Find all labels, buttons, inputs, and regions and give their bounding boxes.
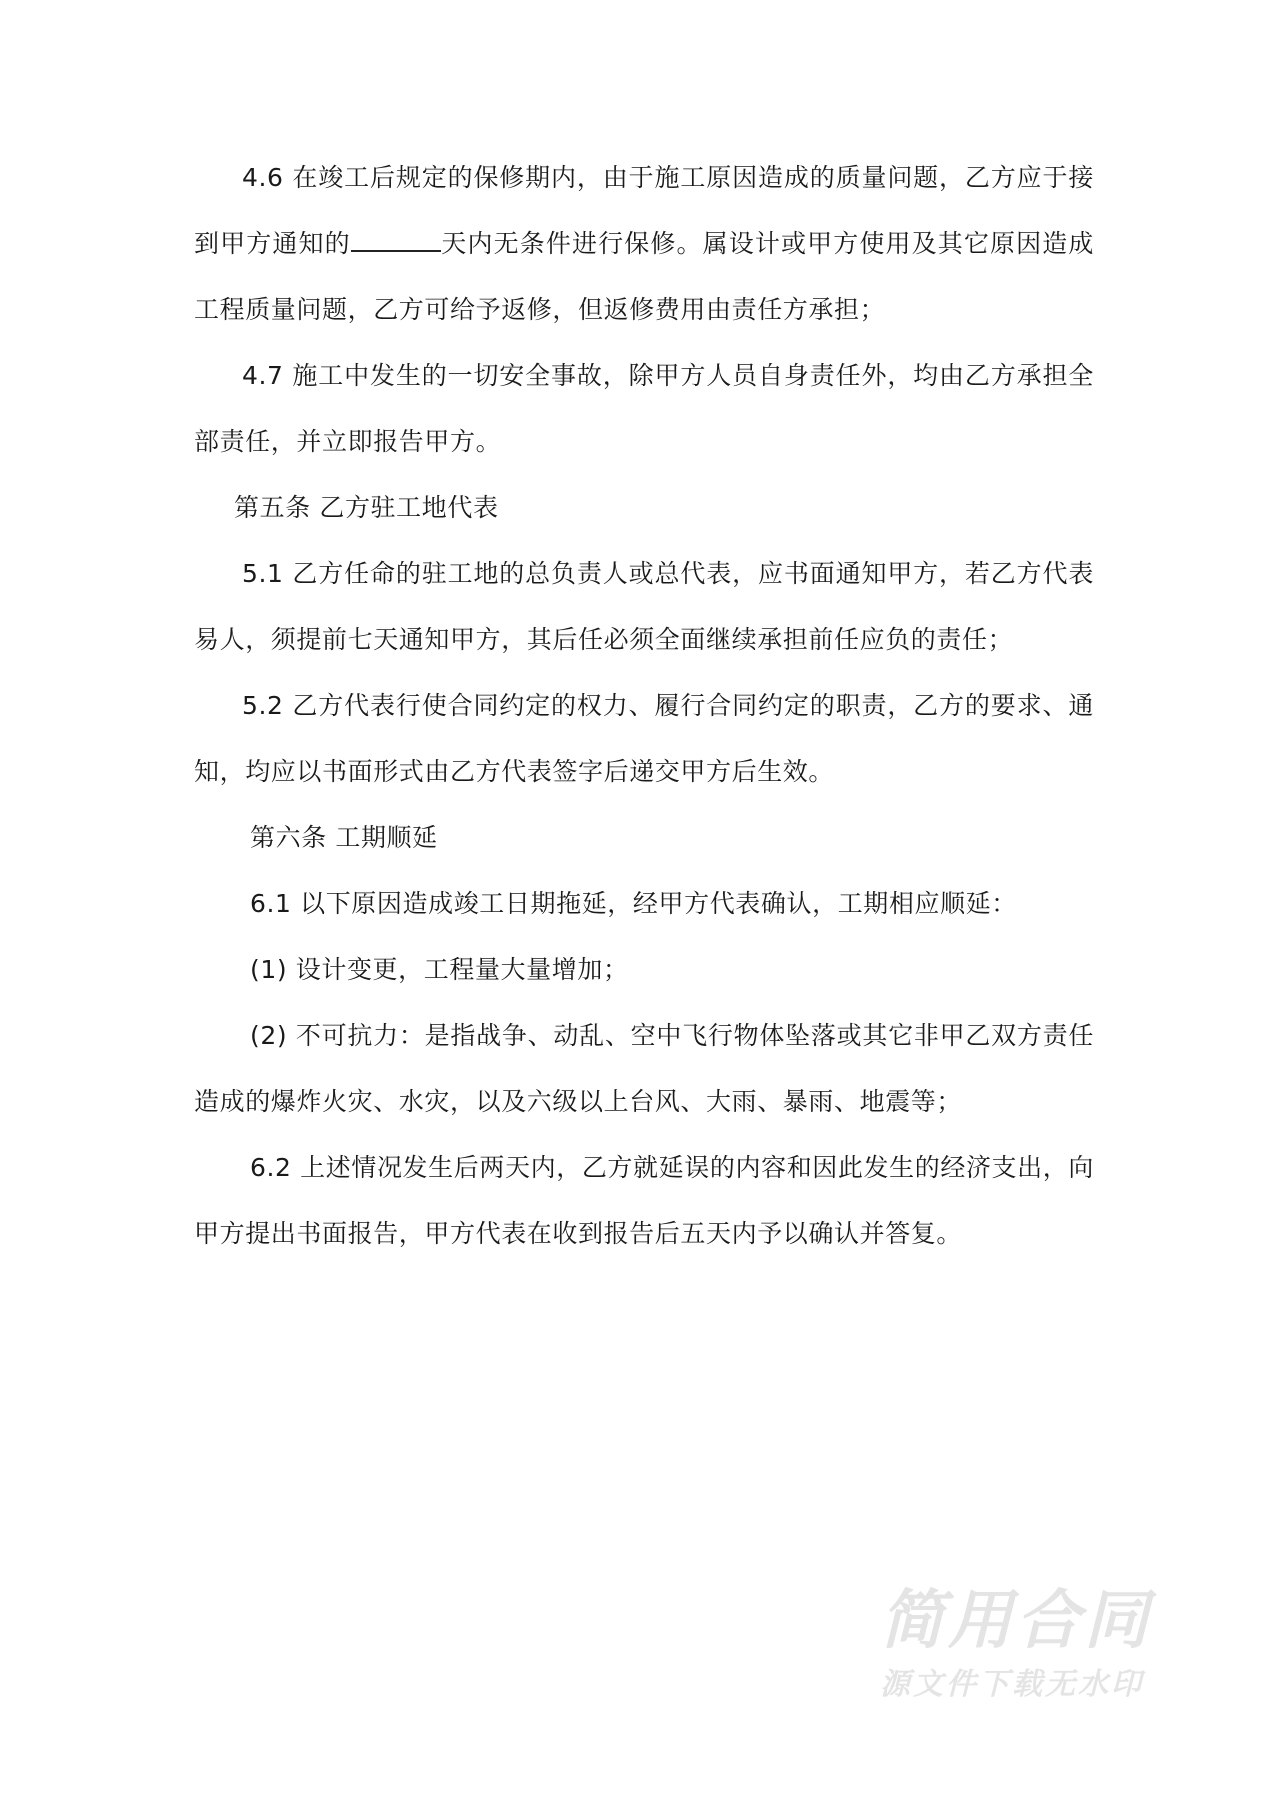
clause-6-2: 6.2 上述情况发生后两天内，乙方就延误的内容和因此发生的经济支出，向甲方提出书面报告，甲方代表在收到报告后五天内予以确认并答复。 xyxy=(194,1153,1094,1248)
clause-4-6-text-after: 天内无条件进行保修。属设计或甲方使用及其它原因造成工程质量问题，乙方可给予返修，但返修费用由责任方承担； xyxy=(194,229,1094,324)
clause-4-7: 4.7 施工中发生的一切安全事故，除甲方人员自身责任外，均由乙方承担全部责任，并立即报告甲方。 xyxy=(194,361,1094,456)
clause-4-6 xyxy=(194,145,1094,343)
clause-6-1: 6.1 以下原因造成竣工日期拖延，经甲方代表确认，工期相应顺延： xyxy=(250,889,1017,918)
clause-4-6-text-before: 4.6 在竣工后规定的保修期内，由于施工原因造成的质量问题，乙方应于接到甲方通知的 xyxy=(194,163,1094,258)
clause-5-1: 5.1 乙方任命的驻工地的总负责人或总代表，应书面通知甲方，若乙方代表易人，须提前七天通知甲方，其后任必须全面继续承担前任应负的责任； xyxy=(194,559,1094,654)
article-6-heading: 第六条 工期顺延 xyxy=(250,823,438,852)
clause-6-1-item-1: (1) 设计变更，工程量大量增加； xyxy=(250,955,629,984)
fill-in-blank-days[interactable] xyxy=(351,228,441,252)
watermark xyxy=(880,1585,1260,1707)
document-page xyxy=(194,145,1094,1267)
clause-6-1-item-2: (2) 不可抗力：是指战争、动乱、空中飞行物体坠落或其它非甲乙双方责任造成的爆炸火灾、水灾，以及六级以上台风、大雨、暴雨、地震等； xyxy=(194,1021,1094,1116)
watermark-title: 简用合同 xyxy=(880,1584,1152,1658)
clause-5-2: 5.2 乙方代表行使合同约定的权力、履行合同约定的职责，乙方的要求、通知，均应以书面形式由乙方代表签字后递交甲方后生效。 xyxy=(194,691,1094,786)
article-5-heading: 第五条 乙方驻工地代表 xyxy=(234,493,499,522)
watermark-subtitle: 源文件下载无水印 xyxy=(880,1667,1144,1702)
